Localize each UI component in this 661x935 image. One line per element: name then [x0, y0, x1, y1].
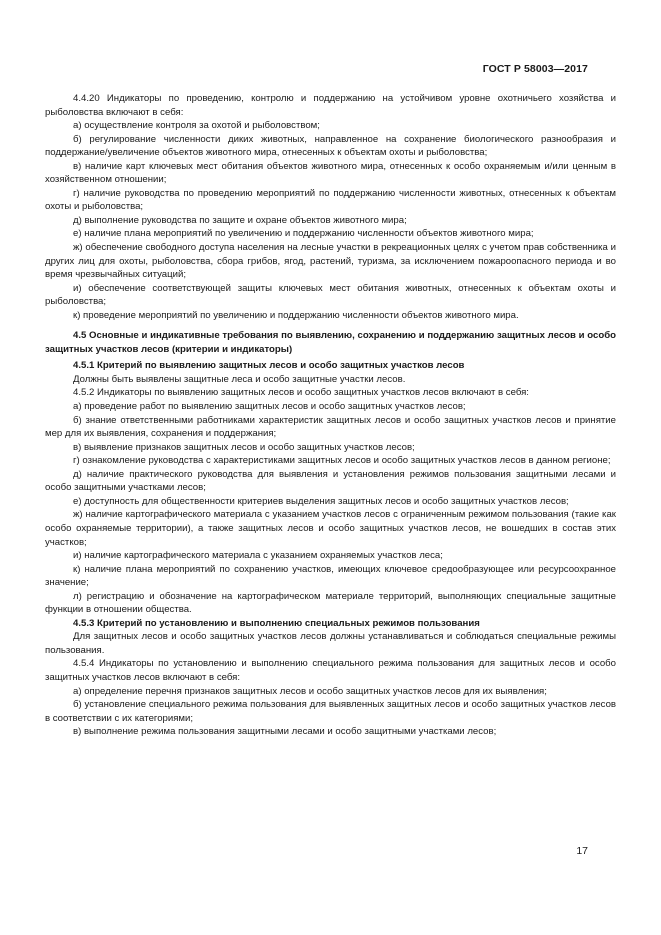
list-item-k: к) проведение мероприятий по увеличению и поддержанию численности объектов животного мира. — [73, 309, 519, 321]
list-item-b: б) знание ответственными работниками характеристик защитных лесов и особо защитных участков лесов и принятие мер для их выявления, сохранения и поддержания; — [45, 414, 616, 440]
list-item-a: а) осуществление контроля за охотой и рыболовством; — [73, 120, 320, 132]
paragraph-4-4-20-intro: 4.4.20 Индикаторы по проведению, контролю и поддержанию на устойчивом уровне охотничьего хозяйства и рыболовства включают в себя: — [45, 93, 616, 118]
document-body — [45, 92, 616, 739]
list-item-i: и) обеспечение соответствующей защиты ключевых мест обитания животных, отнесенных к объектам охоты и рыболовства; — [45, 282, 616, 308]
paragraph-4-5-1-text: Должны быть выявлены защитные леса и особо защитные участки лесов. — [73, 373, 406, 385]
list-item-zh: ж) наличие картографического материала с указанием участков лесов с ограниченным режимом пользования (такие как особо охраняемые территории), а также защитных лесов и особо защитных участков лесов, не вошедших в состав этих участков; — [45, 509, 616, 548]
list-item-b: б) регулирование численности диких животных, направленное на сохранение биологического разнообразия и поддержание/увеличение объектов животного мира, отнесенных к объектам охоты и рыболовства; — [45, 133, 616, 159]
list-item-zh: ж) обеспечение свободного доступа населения на лесные участки в рекреационных целях с учетом прав собственника и других лиц для охоты, рыболовства, сбора грибов, ягод, растений, туризма, за исключением пожароопасного периода и во время чрезвычайных ситуаций; — [45, 242, 616, 281]
list-item-d: д) наличие практического руководства для выявления и установления режимов пользования защитными лесами и особо защитными участками лесов; — [45, 468, 616, 494]
list-item-a: а) определение перечня признаков защитных лесов и особо защитных участков лесов для их выявления; — [73, 685, 547, 697]
paragraph-4-5-4-intro: 4.5.4 Индикаторы по установлению и выполнению специального режима пользования для защитных лесов и особо защитных участков лесов включают в себя: — [45, 658, 616, 683]
list-item-e: е) наличие плана мероприятий по увеличению и поддержанию численности объектов животного мира; — [73, 228, 534, 240]
list-item-v: в) выявление признаков защитных лесов и особо защитных участков лесов; — [73, 441, 415, 453]
list-item-a: а) проведение работ по выявлению защитных лесов и особо защитных участков лесов; — [73, 401, 466, 413]
list-item-l: л) регистрацию и обозначение на картографическом материале территорий, выполняющих специальные защитные функции в отношении общества. — [45, 590, 616, 616]
page-number: 17 — [576, 845, 588, 857]
subsection-heading-4-5-3: 4.5.3 Критерий по установлению и выполнению специальных режимов пользования — [73, 617, 480, 629]
list-item-v: в) выполнение режима пользования защитными лесами и особо защитными участками лесов; — [73, 726, 497, 738]
paragraph-4-5-3-text: Для защитных лесов и особо защитных участков лесов должны устанавливаться и соблюдаться специальные режимы пользования. — [45, 631, 616, 656]
section-heading-4-5: 4.5 Основные и индикативные требования по выявлению, сохранению и поддержанию защитных лесов и особо защитных участков лесов (критерии и индикаторы) — [45, 330, 616, 355]
list-item-g: г) наличие руководства по проведению мероприятий по поддержанию численности животных, отнесенных к объектам охоты и рыболовства; — [45, 187, 616, 213]
list-item-i: и) наличие картографического материала с указанием охраняемых участков леса; — [73, 550, 443, 562]
list-item-k: к) наличие плана мероприятий по сохранению участков, имеющих ключевое средообразующее или ресурсоохранное значение; — [45, 563, 616, 589]
list-item-g: г) ознакомление руководства с характеристиками защитных лесов и особо защитных участков лесов в данном регионе; — [73, 455, 611, 467]
list-item-b: б) установление специального режима пользования для выявленных защитных лесов и особо защитных участков лесов в соответствии с их категориями; — [45, 699, 616, 724]
list-item-e: е) доступность для общественности критериев выделения защитных лесов и особо защитных участков лесов; — [73, 495, 569, 507]
subsection-heading-4-5-1: 4.5.1 Критерий по выявлению защитных лесов и особо защитных участков лесов — [73, 360, 465, 372]
list-item-d: д) выполнение руководства по защите и охране объектов животного мира; — [73, 214, 407, 226]
list-item-v: в) наличие карт ключевых мест обитания объектов животного мира, отнесенных к особо охраняемым и/или ценным в хозяйственном отношении; — [45, 160, 616, 186]
document-header-standard-code: ГОСТ Р 58003—2017 — [482, 63, 588, 75]
paragraph-4-5-2-intro: 4.5.2 Индикаторы по выявлению защитных лесов и особо защитных участков лесов включают в себя: — [73, 387, 529, 399]
